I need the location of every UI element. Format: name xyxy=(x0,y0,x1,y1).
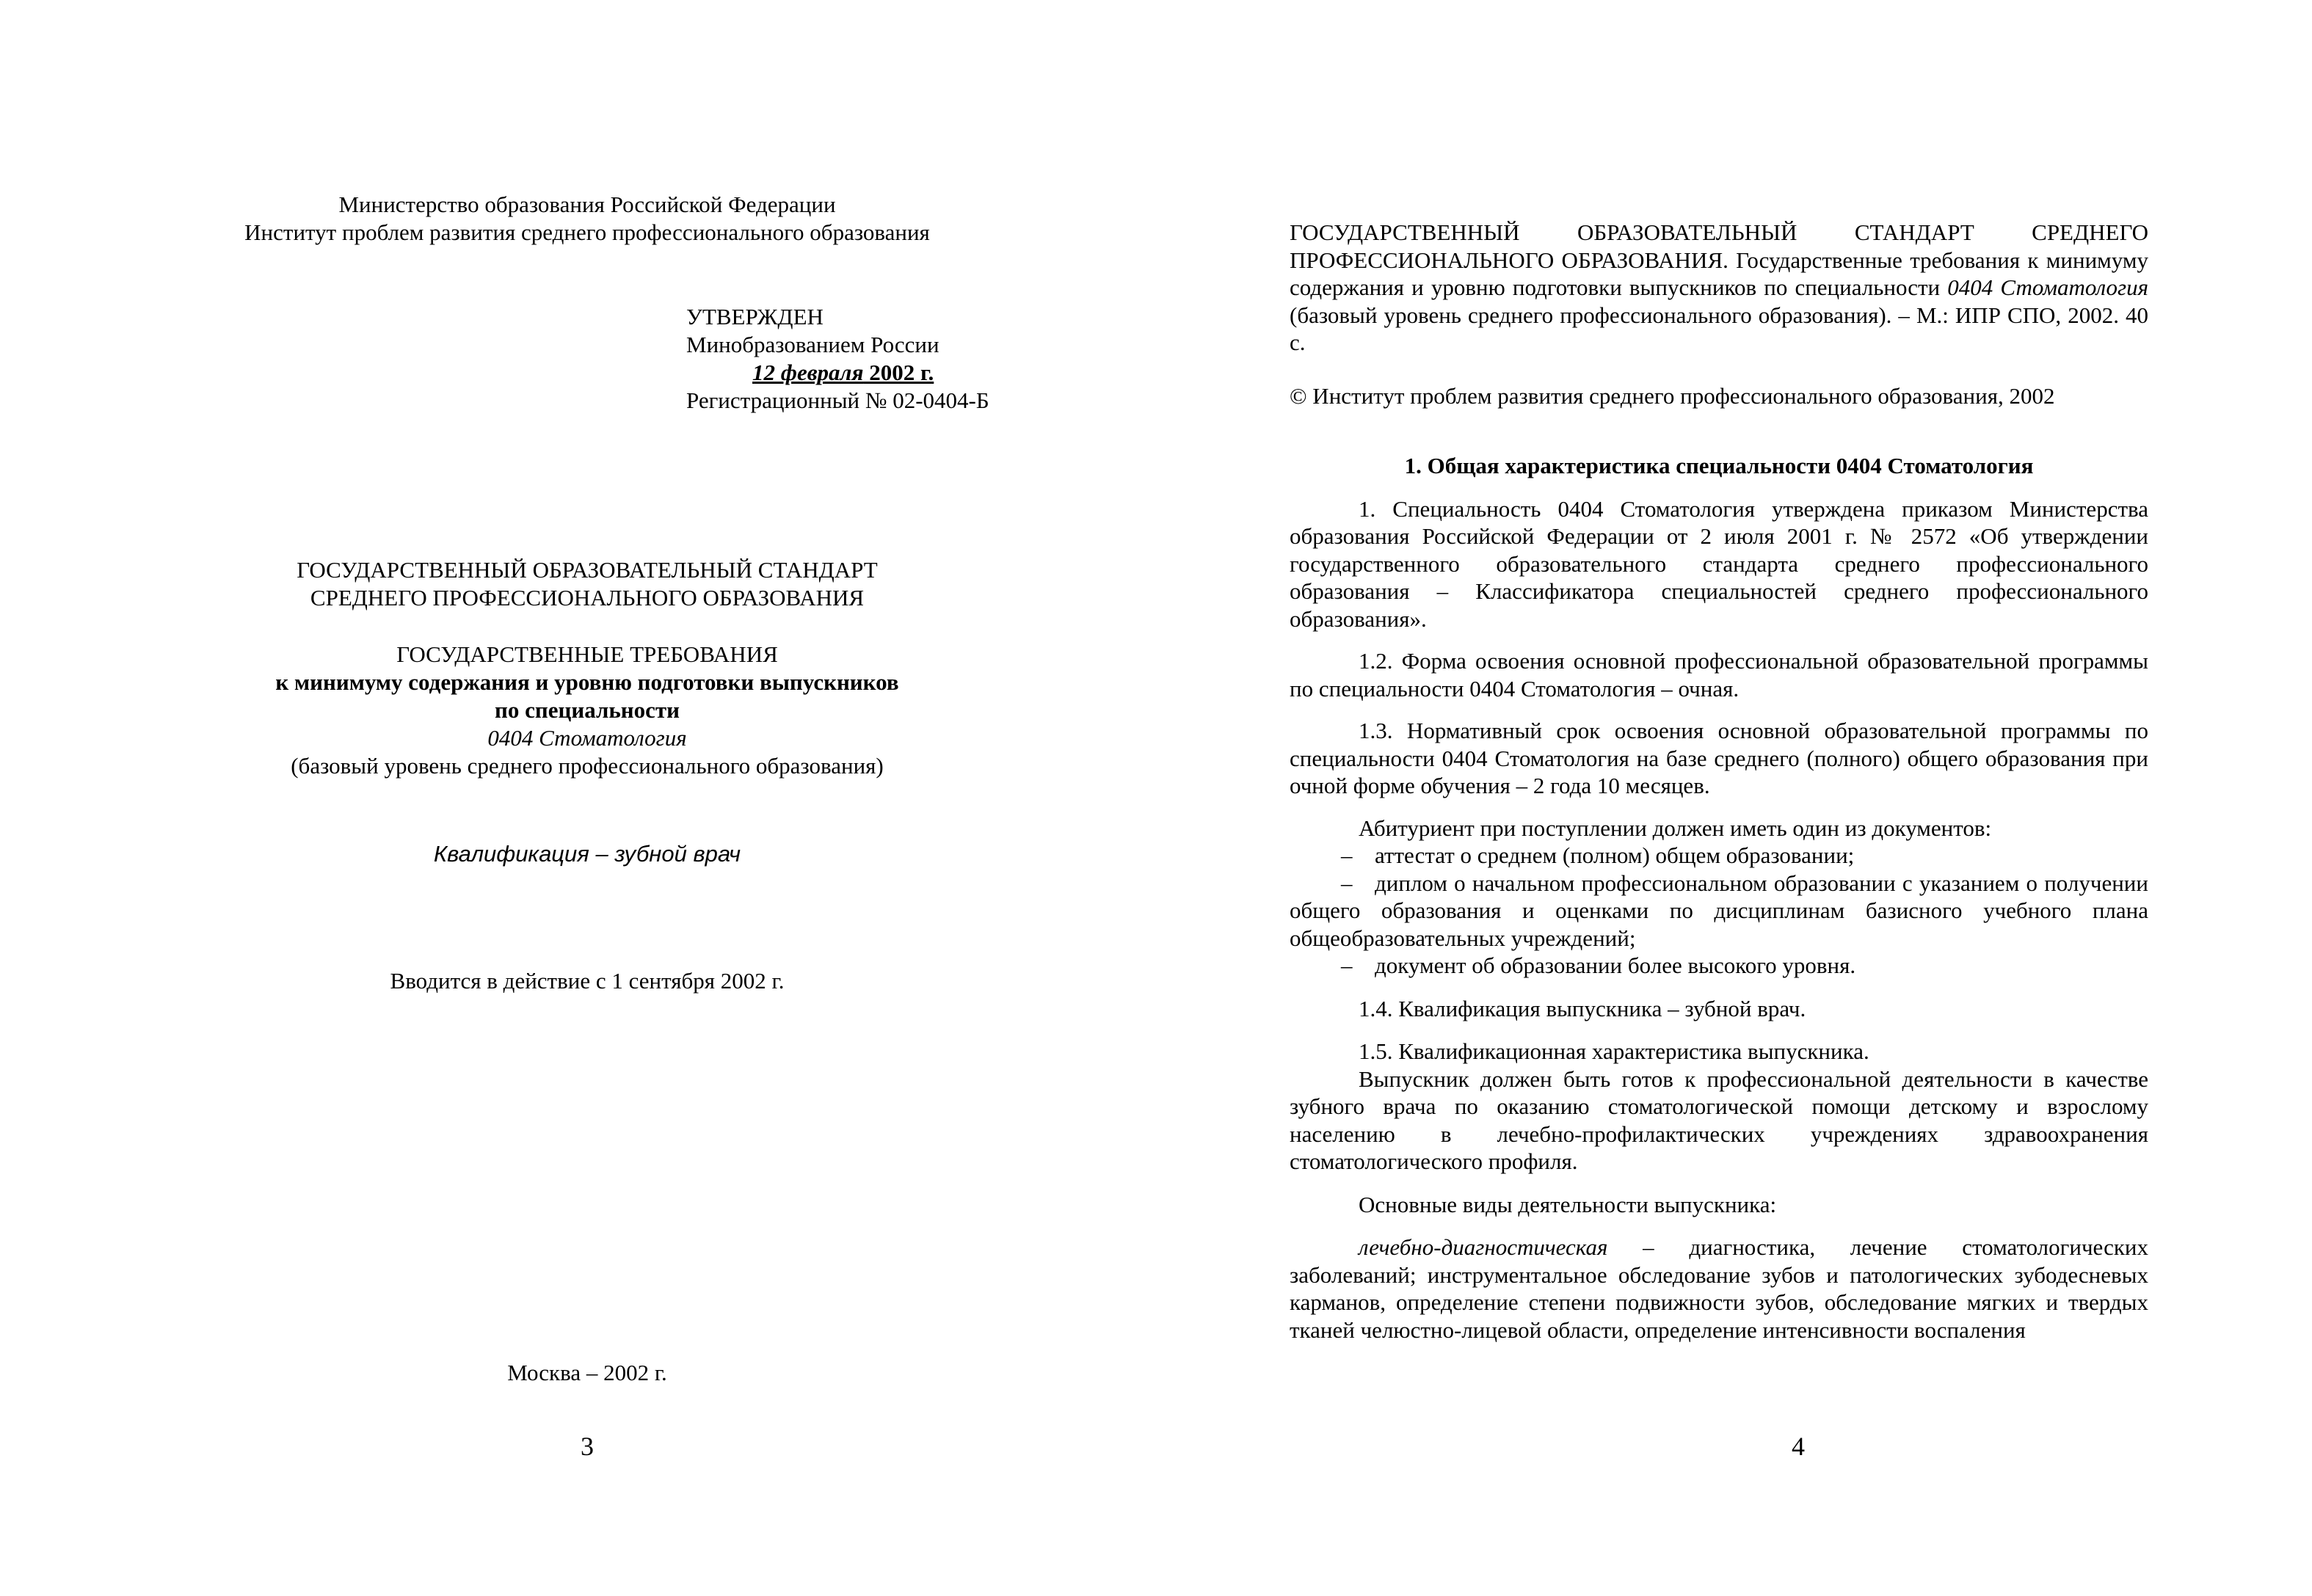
paragraph-1-4: 1.4. Квалификация выпускника – зубной врач. xyxy=(1359,995,1806,1021)
paragraph-1-2: 1.2. Форма освоения основной профессиональной образовательной программы по специальности 0404 Стоматология – очная. xyxy=(1290,648,2148,702)
approval-authority: Минобразованием России xyxy=(686,332,939,357)
activity-paragraph xyxy=(1290,1234,2148,1344)
list-dash: – xyxy=(1341,952,1353,978)
applicant-intro: Абитуриент при поступлении должен иметь один из документов: xyxy=(1359,815,1992,841)
paragraph-1-3: 1.3. Нормативный срок освоения основной образовательной программы по специальности 0404 Стоматология на базе среднего (полного) общего образования при очной форме обучения – 2 года 10 месяцев. xyxy=(1290,718,2148,798)
activity-text: – диагностика, лечение стоматологических заболеваний; инструментальное обследование зубов и патологических зубодесневых карманов, определение степени подвижности зубов, обследование мягких и твердых тканей челюстно-лицевой области, определение интенсивности воспаления xyxy=(1290,1234,2148,1343)
list-item xyxy=(1290,870,2148,952)
registration-number: Регистрационный № 02-0404-Б xyxy=(686,387,989,413)
institute-name: Институт проблем развития среднего профессионального образования xyxy=(244,219,930,245)
list-item xyxy=(1290,842,2148,870)
standard-title-line1: ГОСУДАРСТВЕННЫЙ ОБРАЗОВАТЕЛЬНЫЙ СТАНДАРТ xyxy=(297,557,878,583)
bibliographic-description xyxy=(1290,219,2148,357)
requirements-block xyxy=(147,641,1028,780)
approval-date-day: 12 февраля xyxy=(752,360,864,385)
documents-list xyxy=(1290,842,2148,980)
approval-date-year: 2002 г. xyxy=(863,360,934,385)
effective-date: Вводится в действие с 1 сентября 2002 г. xyxy=(390,968,785,994)
paragraph-1-5: 1.5. Квалификационная характеристика выпускника. xyxy=(1359,1038,1869,1064)
biblio-text-end: (базовый уровень среднего профессионального образования). – М.: ИПР СПО, 2002. 40 с. xyxy=(1290,302,2148,355)
list-item-text: диплом о начальном профессиональном образовании с указанием о получении общего образования и оценками по дисциплинам базисного учебного плана общеобразовательных учреждений; xyxy=(1290,870,2148,951)
right-page xyxy=(1156,0,2312,1596)
paragraph-1-5-text: Выпускник должен быть готов к профессиональной деятельности в качестве зубного врача по оказанию стоматологической помощи детскому и взрослому населению в лечебно-профилактических учреждениях здравоохранения стоматологического профиля. xyxy=(1290,1065,2148,1174)
activities-intro: Основные виды деятельности выпускника: xyxy=(1359,1191,1777,1217)
requirements-title: ГОСУДАРСТВЕННЫЕ ТРЕБОВАНИЯ xyxy=(396,641,778,667)
copyright-notice: © Институт проблем развития среднего профессионального образования, 2002 xyxy=(1290,382,2055,409)
approval-title: УТВЕРЖДЕН xyxy=(686,304,824,329)
page-number: 3 xyxy=(581,1432,594,1461)
ministry-name: Министерство образования Российской Федерации xyxy=(338,192,836,217)
list-item xyxy=(1290,952,2148,980)
list-dash: – xyxy=(1341,870,1353,896)
paragraph-1: 1. Специальность 0404 Стоматология утверждена приказом Министерства образования Российской Федерации от 2 июля 2001 г. № 2572 «Об утверждении государственного образовательного стандарта среднего профессионального образования – Классификатора специальностей среднего профессионального образования». xyxy=(1290,495,2148,632)
standard-title xyxy=(147,556,1028,612)
list-dash: – xyxy=(1341,842,1353,868)
activity-term: лечебно-диагностическая xyxy=(1359,1234,1608,1260)
biblio-specialty: 0404 Стоматология xyxy=(1947,274,2148,300)
content-column xyxy=(1290,219,2148,1344)
education-level: (базовый уровень среднего профессионального образования) xyxy=(291,753,884,779)
section-heading: 1. Общая характеристика специальности 0404 Стоматология xyxy=(1404,453,2034,478)
page-number: 4 xyxy=(1792,1432,1805,1461)
requirements-subtitle: к минимуму содержания и уровню подготовки выпускников xyxy=(275,669,899,695)
city-year: Москва – 2002 г. xyxy=(507,1360,667,1385)
specialty-name: 0404 Стоматология xyxy=(487,725,687,751)
requirements-specialty-label: по специальности xyxy=(495,697,680,723)
approval-block xyxy=(686,303,1097,415)
biblio-text: ГОСУДАРСТВЕННЫЙ ОБРАЗОВАТЕЛЬНЫЙ СТАНДАРТ СРЕДНЕГО ПРОФЕССИОНАЛЬНОГО ОБРАЗОВАНИЯ. Государственные требования к минимуму содержания и уровню подготовки выпускников по специальности xyxy=(1290,219,2148,300)
standard-title-line2: СРЕДНЕГО ПРОФЕССИОНАЛЬНОГО ОБРАЗОВАНИЯ xyxy=(310,585,865,611)
approval-date xyxy=(686,359,1097,387)
qualification: Квалификация – зубной врач xyxy=(433,841,741,867)
list-item-text: документ об образовании более высокого уровня. xyxy=(1375,952,1856,978)
list-item-text: аттестат о среднем (полном) общем образовании; xyxy=(1375,842,1855,868)
